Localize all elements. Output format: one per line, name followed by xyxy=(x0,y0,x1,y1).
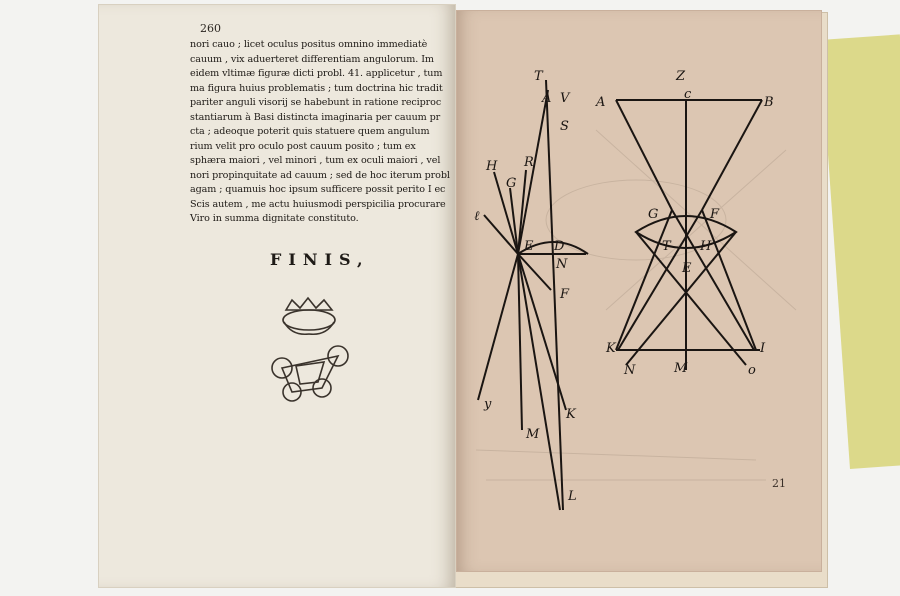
svg-text:y: y xyxy=(484,397,492,412)
printer-ornament xyxy=(262,296,362,406)
text-line: eidem vltimæ figuræ dicti probl. 41. applicetur , tum xyxy=(190,68,443,79)
svg-text:V: V xyxy=(560,91,570,106)
left-figure-labels xyxy=(474,69,577,504)
svg-text:M: M xyxy=(674,361,688,376)
svg-text:F: F xyxy=(560,287,570,302)
svg-text:o: o xyxy=(748,363,756,378)
yellow-backing-sheet xyxy=(820,34,900,469)
svg-text:E: E xyxy=(682,261,692,276)
svg-text:G: G xyxy=(648,207,659,222)
svg-text:c: c xyxy=(684,87,692,102)
text-line: nori propinquitate ad cauum ; sed de hoc iterum probl xyxy=(190,169,450,181)
text-line: nori cauo ; licet oculus positus omnino immediatè xyxy=(190,39,428,50)
text-line: agam ; quamuis hoc ipsum sufficere possit perito I ec xyxy=(190,184,446,195)
optical-diagram xyxy=(456,10,820,570)
svg-text:A: A xyxy=(542,91,552,106)
svg-text:A: A xyxy=(596,95,606,110)
text-line: cauum , vix aduerteret differentiam angulorum. Im xyxy=(190,53,434,65)
text-line: rium velit pro oculo post cauum posito ; tum ex xyxy=(190,140,416,152)
svg-text:M: M xyxy=(526,427,540,442)
text-line: stantiarum à Basi distincta imaginaria per cauum pr xyxy=(190,111,441,123)
svg-text:ℓ: ℓ xyxy=(474,209,480,224)
text-line: sphæra maiori , vel minori , tum ex oculi maiori , vel xyxy=(190,155,441,166)
svg-text:R: R xyxy=(524,155,534,170)
text-line: Scis autem , me actu huiusmodi perspicilia procurare xyxy=(190,198,446,210)
svg-text:S: S xyxy=(560,119,569,134)
svg-text:Z: Z xyxy=(676,69,686,84)
svg-text:F: F xyxy=(710,207,720,222)
svg-text:N: N xyxy=(556,257,568,272)
svg-text:I: I xyxy=(760,341,766,356)
svg-text:E: E xyxy=(524,239,534,254)
right-figure-labels xyxy=(595,69,774,378)
body-text xyxy=(190,38,464,227)
svg-text:N: N xyxy=(624,363,636,378)
text-line: Viro in summa dignitate constituto. xyxy=(190,213,359,224)
text-line: ma figura huius problematis ; tum doctrina hic tradit xyxy=(190,82,443,94)
plate-number: 21 xyxy=(772,477,786,490)
page-number: 260 xyxy=(200,22,221,35)
svg-text:K: K xyxy=(606,341,616,356)
svg-text:K: K xyxy=(566,407,576,422)
finis-heading: FINIS, xyxy=(270,250,370,269)
svg-text:T: T xyxy=(534,69,543,84)
svg-text:D: D xyxy=(554,239,565,254)
svg-text:L: L xyxy=(568,489,577,504)
svg-text:B: B xyxy=(764,95,774,110)
svg-text:H: H xyxy=(486,159,498,174)
text-line: pariter anguli visorij se habebunt in ratione reciproc xyxy=(190,97,442,108)
svg-text:G: G xyxy=(506,176,517,191)
svg-text:T: T xyxy=(662,239,671,254)
svg-text:H: H xyxy=(700,239,712,254)
text-line: cta ; adeoque poterit quis statuere quem angulum xyxy=(190,126,430,137)
